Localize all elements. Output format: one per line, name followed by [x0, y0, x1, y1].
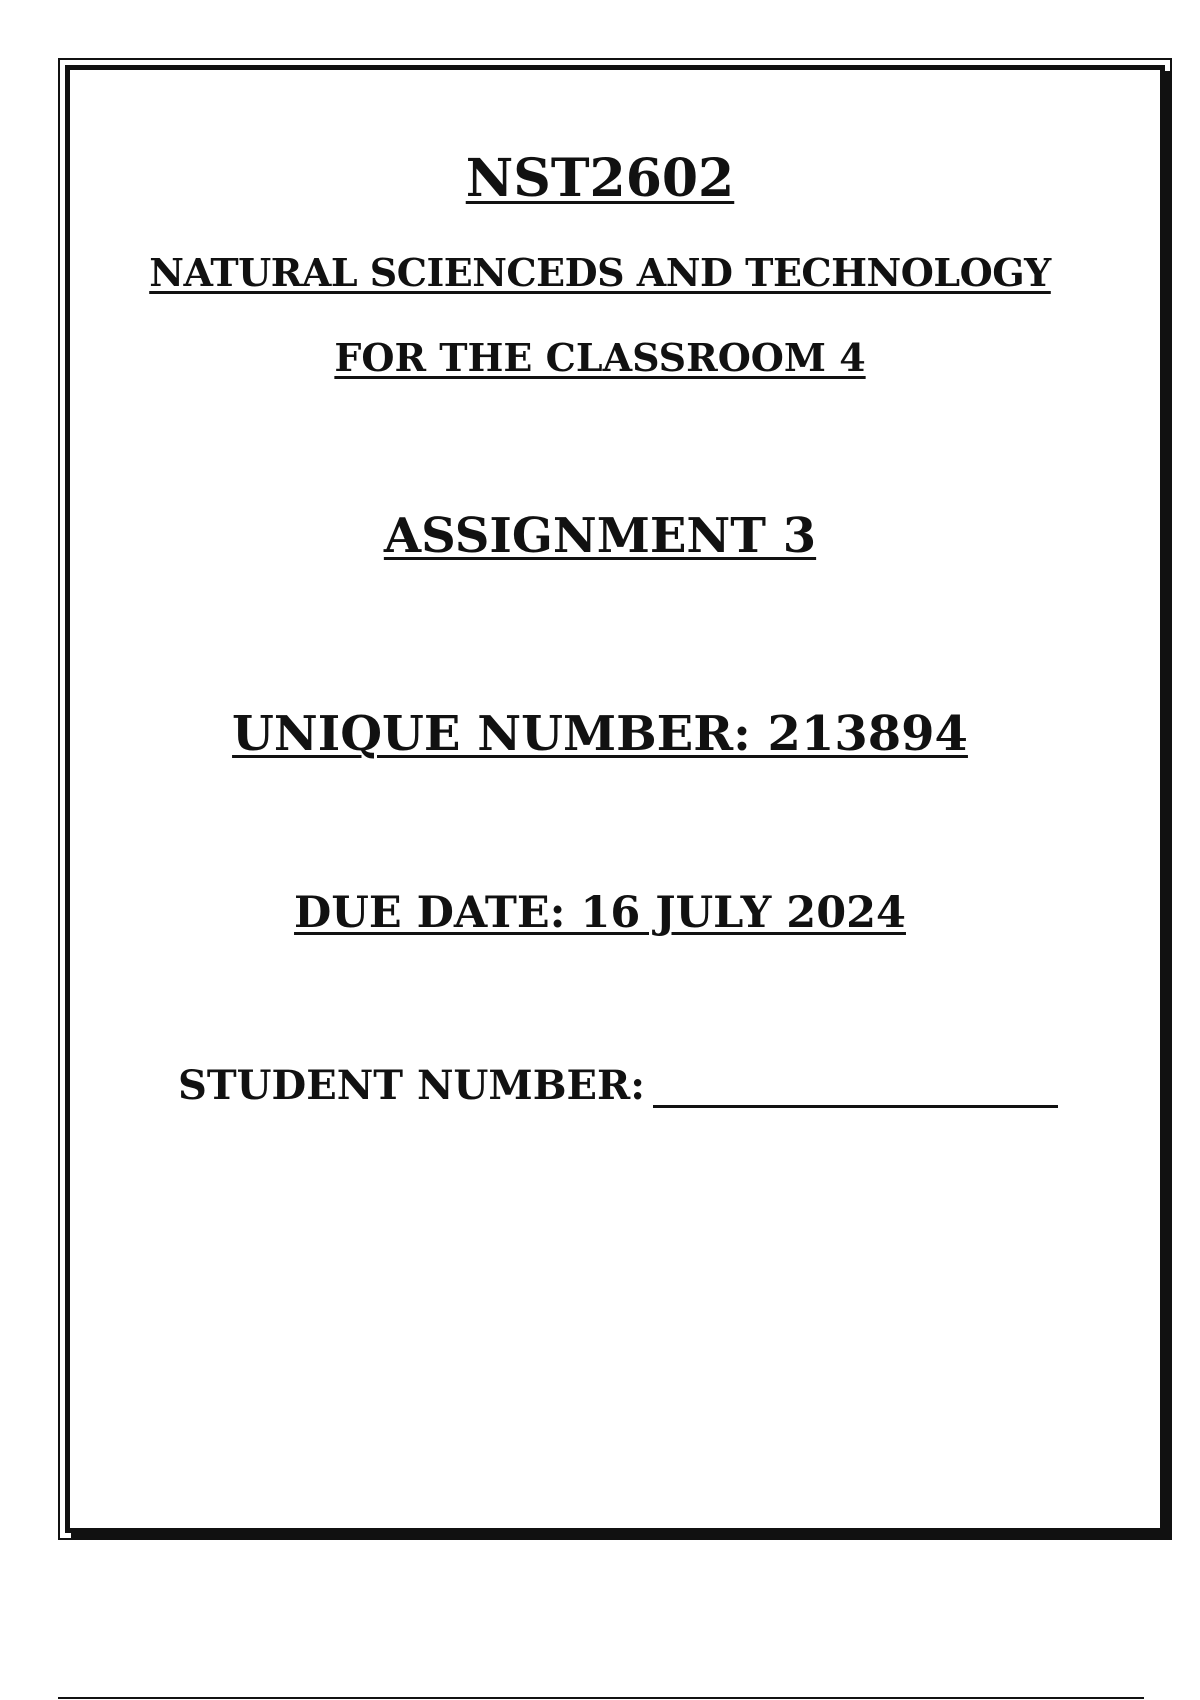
footer-rule — [58, 1697, 1144, 1699]
unique-number: UNIQUE NUMBER: 213894 — [232, 706, 968, 762]
course-title-line-1: NATURAL SCIENCEDS AND TECHNOLOGY — [149, 250, 1051, 295]
student-number-row — [178, 1060, 1058, 1108]
course-title-line-2: FOR THE CLASSROOM 4 — [334, 335, 866, 380]
student-number-blank-line — [653, 1105, 1058, 1108]
assignment-title: ASSIGNMENT 3 — [383, 508, 817, 564]
student-number-label: STUDENT NUMBER: — [178, 1062, 645, 1109]
due-date: DUE DATE: 16 JULY 2024 — [294, 888, 906, 938]
course-code: NST2602 — [465, 148, 735, 209]
